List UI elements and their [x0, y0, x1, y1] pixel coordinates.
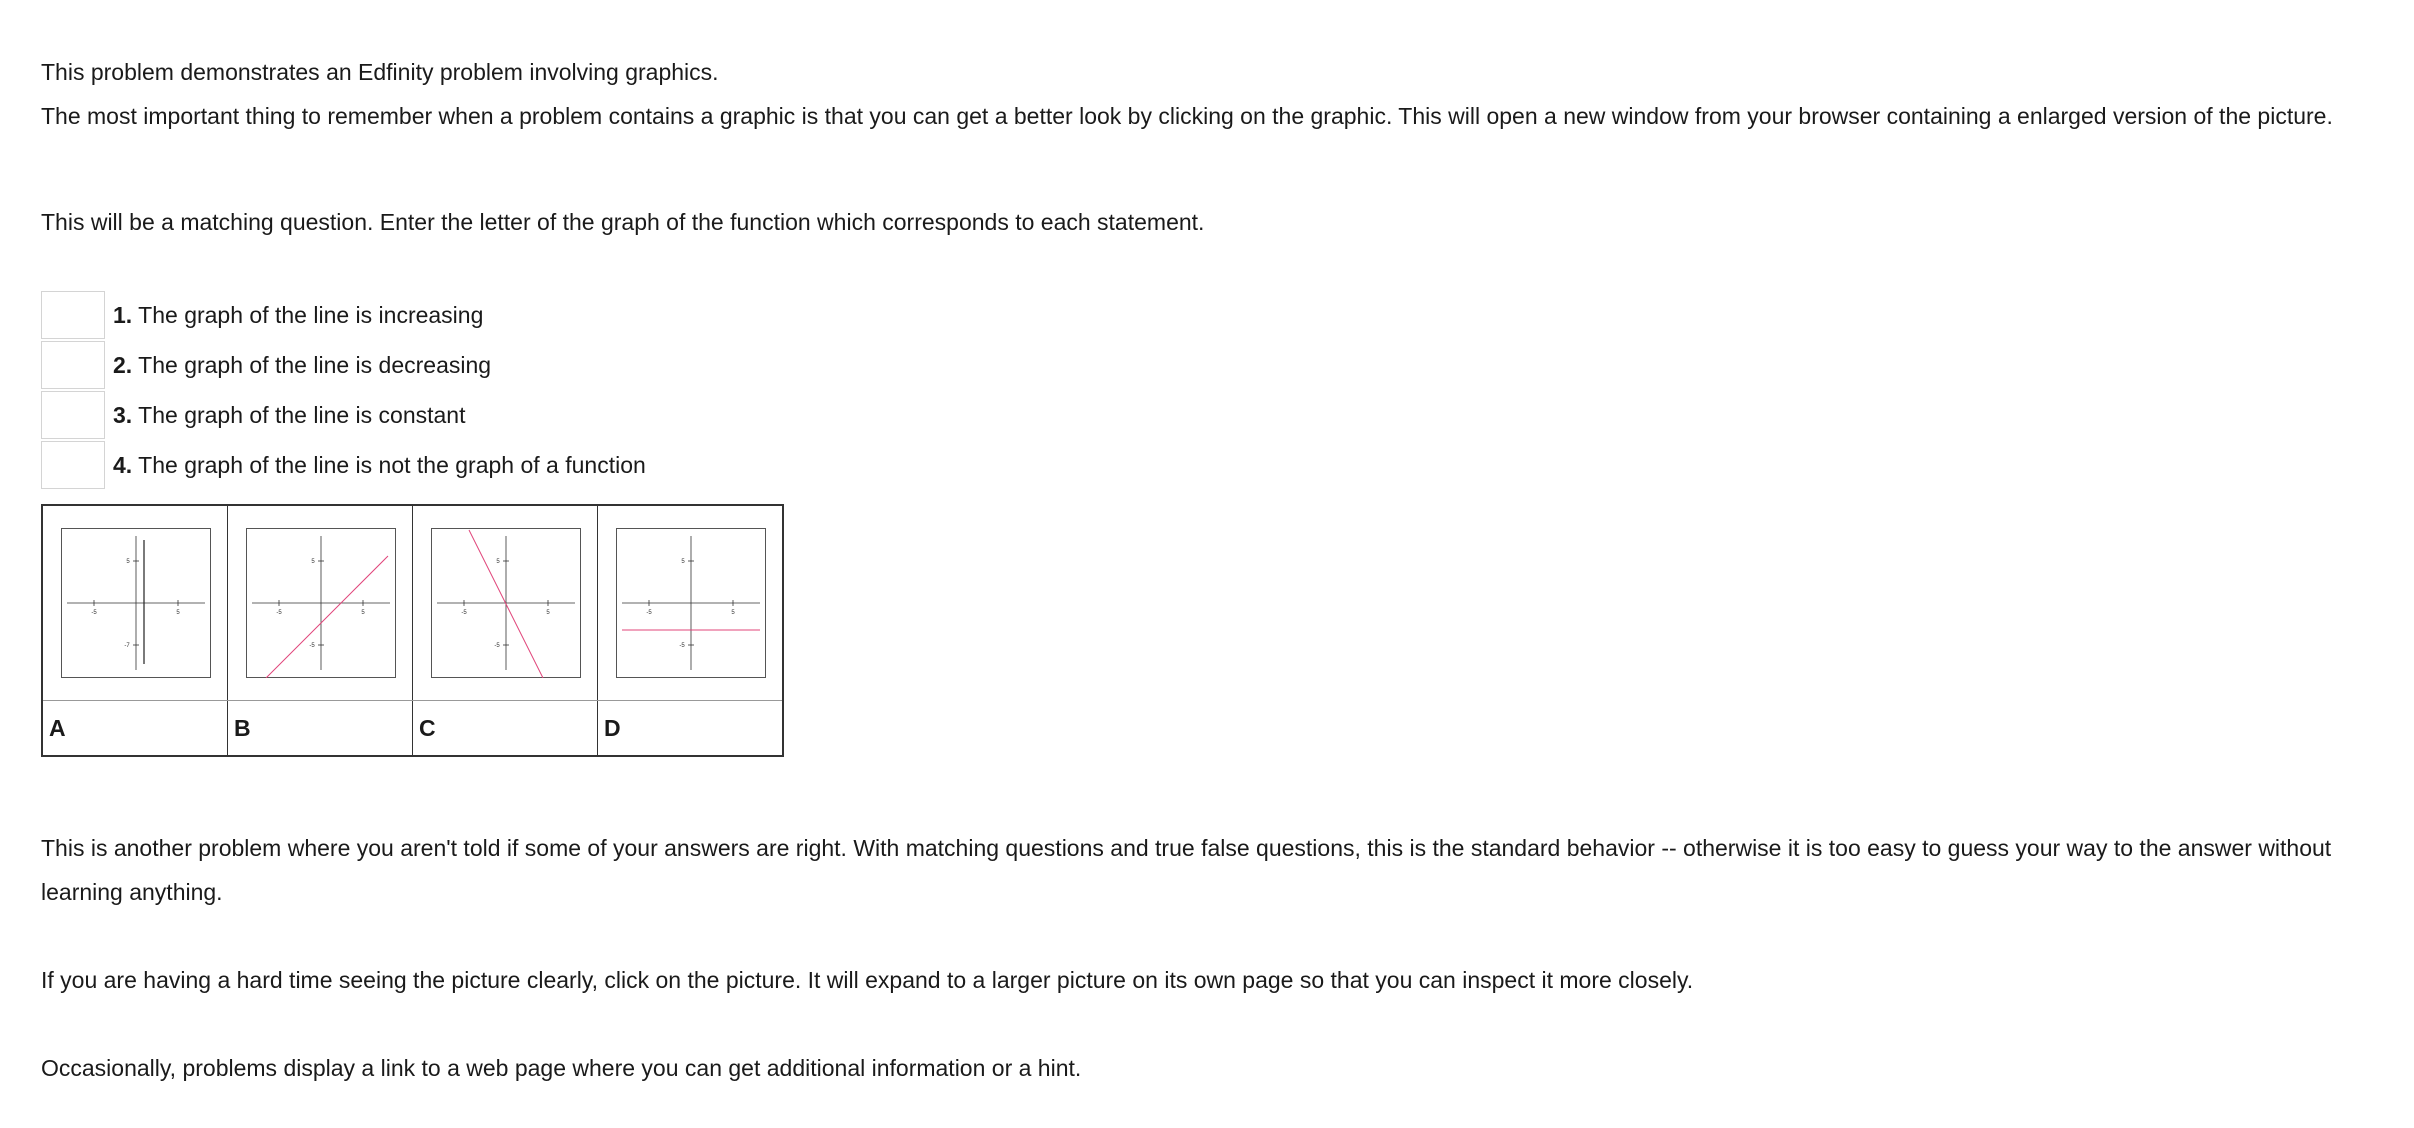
question-statement-4: The graph of the line is not the graph of a function	[138, 451, 646, 478]
x-tick-label-right: 5	[176, 610, 180, 616]
graph-d	[616, 528, 766, 678]
question-row-4	[41, 440, 646, 490]
x-tick-label-right: 5	[546, 610, 550, 616]
graph-a	[61, 528, 211, 678]
x-tick-label-left: -5	[461, 610, 467, 616]
question-row-2	[41, 340, 491, 390]
question-text-3	[113, 402, 465, 429]
y-tick-label-top: 5	[311, 559, 315, 565]
answer-input-2[interactable]	[41, 341, 105, 389]
graph-label-b: B	[228, 701, 413, 757]
x-tick-label-right: 5	[361, 610, 365, 616]
graph-label-d: D	[598, 701, 784, 757]
x-tick-label-left: -5	[276, 610, 282, 616]
graph-cell-c	[413, 505, 598, 701]
graph-label-c: C	[413, 701, 598, 757]
y-tick-label-bottom: -5	[679, 643, 685, 649]
question-number-3: 3.	[113, 401, 133, 428]
question-number-1: 1.	[113, 301, 133, 328]
y-tick-label-top: 5	[681, 559, 685, 565]
question-number-2: 2.	[113, 351, 133, 378]
answer-input-4[interactable]	[41, 441, 105, 489]
question-statement-2: The graph of the line is decreasing	[138, 351, 492, 378]
y-tick-label-bottom: -5	[494, 643, 500, 649]
question-statement-1: The graph of the line is increasing	[138, 301, 484, 328]
x-tick-label-left: -5	[91, 610, 97, 616]
graph-cell-d	[598, 505, 784, 701]
intro-line-2: The most important thing to remember when a problem contains a graphic is that you can get a better look by clicking on the graphic. This will open a new window from your browser containing a enlarged version of the picture.	[41, 103, 2333, 129]
graph-b-link[interactable]	[246, 528, 396, 678]
picture-hint: If you are having a hard time seeing the picture clearly, click on the picture. It will expand to a larger picture on its own page so that you can inspect it more closely.	[41, 967, 1694, 993]
question-text-2	[113, 352, 491, 379]
x-tick-label-left: -5	[646, 610, 652, 616]
y-tick-label-bottom: -5	[309, 643, 315, 649]
instructions: This will be a matching question. Enter the letter of the graph of the function which corresponds to each statement.	[41, 209, 1205, 235]
intro-line-1: This problem demonstrates an Edfinity problem involving graphics.	[41, 59, 719, 85]
question-row-3	[41, 390, 465, 440]
graph-cell-b	[228, 505, 413, 701]
graph-choices-table	[41, 504, 784, 757]
graph-c-link[interactable]	[431, 528, 581, 678]
graph-b	[246, 528, 396, 678]
question-text-4	[113, 452, 646, 479]
graph-cell-a	[42, 505, 228, 701]
graph-c	[431, 528, 581, 678]
link-hint: Occasionally, problems display a link to a web page where you can get additional information or a hint.	[41, 1055, 1082, 1081]
question-text-1	[113, 302, 483, 329]
answer-input-1[interactable]	[41, 291, 105, 339]
question-row-1	[41, 290, 483, 340]
question-statement-3: The graph of the line is constant	[138, 401, 466, 428]
feedback-note: This is another problem where you aren't told if some of your answers are right. With matching questions and true false questions, this is the standard behavior -- otherwise it is too easy to guess your way to the answer without learning anything.	[41, 835, 2332, 905]
x-tick-label-right: 5	[731, 610, 735, 616]
y-tick-label-top: 5	[126, 559, 130, 565]
graph-label-a: A	[42, 701, 228, 757]
answer-input-3[interactable]	[41, 391, 105, 439]
graph-a-link[interactable]	[61, 528, 211, 678]
y-tick-label-top: 5	[496, 559, 500, 565]
graph-d-link[interactable]	[616, 528, 766, 678]
y-tick-label-bottom: -7	[124, 643, 130, 649]
question-number-4: 4.	[113, 451, 133, 478]
